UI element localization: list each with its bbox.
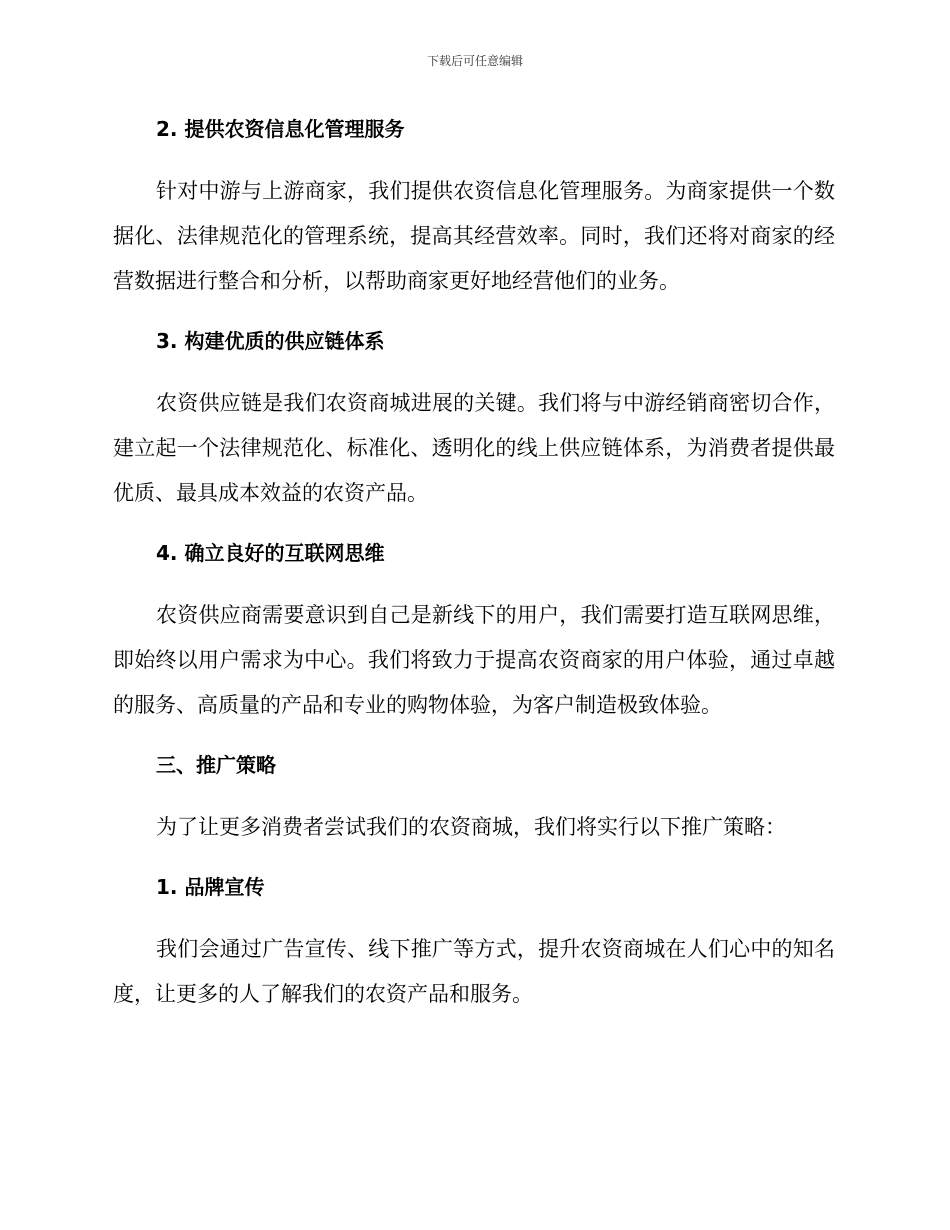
section-heading-supply-chain: 3. 构建优质的供应链体系 <box>156 329 385 353</box>
section-heading-promotion-strategy: 三、推广策略 <box>156 753 276 777</box>
section-heading-brand-promotion: 1. 品牌宣传 <box>156 875 265 899</box>
section-paragraph-promotion-strategy: 为了让更多消费者尝试我们的农资商城，我们将实行以下推广策略： <box>156 815 786 839</box>
document-body <box>113 111 835 1017</box>
section-heading-info-management: 2. 提供农资信息化管理服务 <box>156 117 405 141</box>
section-heading-internet-thinking: 4. 确立良好的互联网思维 <box>156 541 385 565</box>
section-paragraph-info-management: 针对中游与上游商家，我们提供农资信息化管理服务。为商家提供一个数据化、法律规范化的管理系统，提高其经营效率。同时，我们还将对商家的经营数据进行整合和分析，以帮助商家更好地经营他们的业务。 <box>113 179 835 293</box>
section-paragraph-brand-promotion: 我们会通过广告宣传、线下推广等方式，提升农资商城在人们心中的知名度，让更多的人了解我们的农资产品和服务。 <box>113 937 835 1006</box>
section-paragraph-internet-thinking: 农资供应商需要意识到自己是新线下的用户，我们需要打造互联网思维，即始终以用户需求为中心。我们将致力于提高农资商家的用户体验，通过卓越的服务、高质量的产品和专业的购物体验，为客户制造极致体验。 <box>113 603 835 717</box>
page-header-note: 下载后可任意编辑 <box>426 54 523 68</box>
section-paragraph-supply-chain: 农资供应链是我们农资商城进展的关键。我们将与中游经销商密切合作，建立起一个法律规范化、标准化、透明化的线上供应链体系，为消费者提供最优质、最具成本效益的农资产品。 <box>113 391 835 505</box>
